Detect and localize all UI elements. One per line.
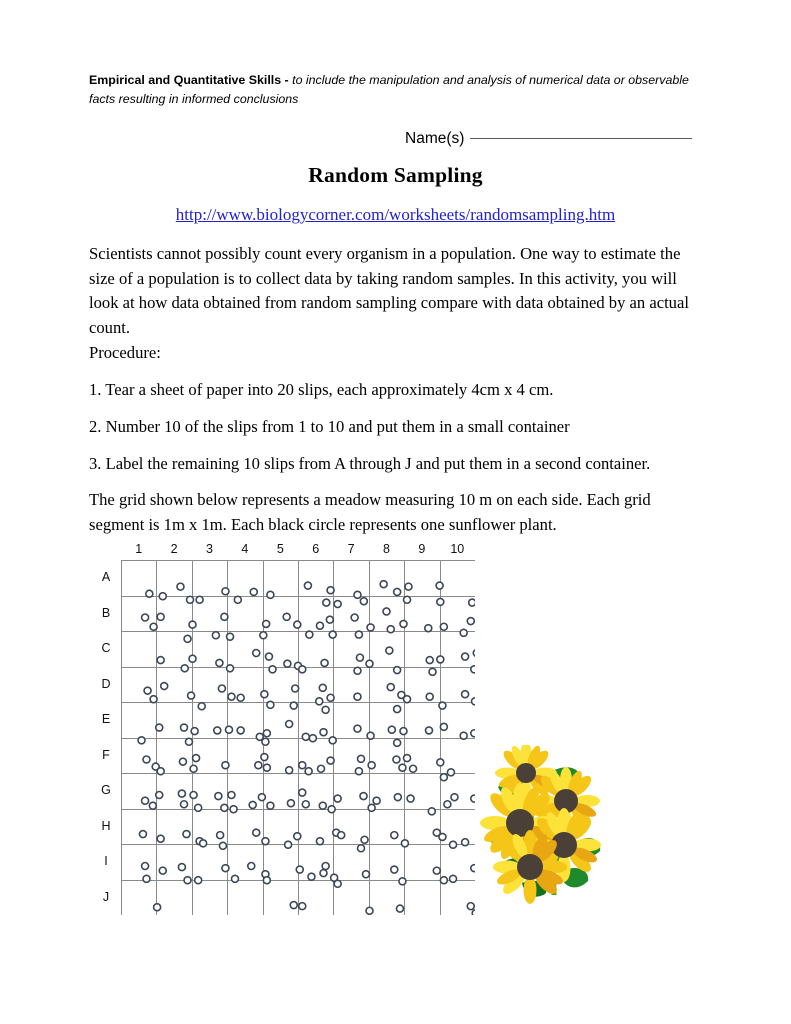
sunflower-plant-circle (248, 863, 255, 870)
sunflower-plant-circle (309, 735, 316, 742)
sunflower-plant-circle (451, 794, 458, 801)
grid-column-header: 9 (418, 542, 426, 556)
sunflower-plant-circle (302, 801, 309, 808)
sunflower-plant-circle (157, 768, 164, 775)
sunflower-plant-circle (316, 622, 323, 629)
sunflower-plant-circle (156, 792, 163, 799)
sunflower-plant-circle (258, 794, 265, 801)
sunflower-plant-circle (195, 877, 202, 884)
source-url-link[interactable]: http://www.biologycorner.com/worksheets/randomsampling.htm (175, 205, 616, 224)
sunflower-plant-circle (253, 829, 260, 836)
sunflower-plant-circle (334, 795, 341, 802)
sunflower-plant-circle (190, 765, 197, 772)
sunflower-plant-circle (216, 659, 223, 666)
sunflower-plant-circle (429, 668, 436, 675)
sunflower-plant-circle (195, 804, 202, 811)
sunflower-plant-circle (225, 726, 232, 733)
sunflower-plant-circle (299, 789, 306, 796)
sunflower-plant-circle (320, 729, 327, 736)
sunflower-plant-circle (306, 631, 313, 638)
sunflower-plant-circle (178, 864, 185, 871)
sunflower-plant-circle (368, 762, 375, 769)
sunflower-plant-circle (143, 875, 150, 882)
sunflower-plant-circle (222, 588, 229, 595)
sunflower-plant-circle (439, 833, 446, 840)
sunflower-plant-circle (219, 842, 226, 849)
sunflower-plant-circle (188, 692, 195, 699)
grid-row-header: I (104, 854, 108, 868)
grid-row-header: J (102, 889, 110, 904)
sunflower-plant-circle (472, 910, 475, 915)
sunflower-plant-circle (157, 657, 164, 664)
sunflower-plant-circle (356, 654, 363, 661)
sunflower-plant-circle (360, 598, 367, 605)
sunflower-plant-circle (404, 696, 411, 703)
sunflower-plant-circle (467, 903, 474, 910)
sunflower-plant-circle (228, 792, 235, 799)
sunflower-plant-circle (267, 802, 274, 809)
sunflower-plant-circle (196, 596, 203, 603)
sunflower-plant-circle (460, 732, 467, 739)
name-write-in-line[interactable] (470, 138, 692, 139)
grid-row-header: E (101, 712, 111, 726)
sunflower-plant-circle (404, 596, 411, 603)
sunflower-plant-circle (358, 755, 365, 762)
sunflower-plant-circle (428, 808, 435, 815)
sunflower-plant-circle (472, 698, 476, 705)
sunflower-plant-circle (184, 635, 191, 642)
grid-row-header: C (101, 641, 111, 655)
sunflower-plant-circle (469, 599, 475, 606)
sunflower-plant-circle (396, 905, 403, 912)
sunflower-plant-circle (299, 903, 306, 910)
grid-column-header: 10 (450, 542, 465, 556)
procedure-label: Procedure: (89, 343, 161, 362)
sunflower-plant-circle (440, 723, 447, 730)
grid-row-header: A (101, 570, 111, 584)
sunflower-plant-circle (399, 764, 406, 771)
page-title: Random Sampling (308, 163, 483, 187)
sunflower-plant-circle (327, 694, 334, 701)
sunflower-plant-circle (284, 660, 291, 667)
sunflower-plant-circle (143, 756, 150, 763)
sunflower-plant-circle (237, 694, 244, 701)
sunflower-plant-circle (183, 831, 190, 838)
sunflower-plant-circle (287, 800, 294, 807)
sunflower-plant-circle (462, 691, 469, 698)
sunflower-plant-circle (185, 738, 192, 745)
sunflower-plant-circle (261, 691, 268, 698)
sunflower-plant-circle (285, 841, 292, 848)
sunflower-plant-circle (150, 623, 157, 630)
sunflower-plant-circle (394, 667, 401, 674)
sunflower-plant-circle (286, 721, 293, 728)
sunflower-plant-circle (149, 802, 156, 809)
sunflower-plant-circle (400, 620, 407, 627)
sunflower-plant-circle (263, 877, 270, 884)
sunflower-plant-circle (159, 867, 166, 874)
sunflower-plant-circle (228, 693, 235, 700)
sunflower-plant-circle (440, 623, 447, 630)
sunflower-plant-circle (294, 621, 301, 628)
sunflower-plant-circle (473, 650, 475, 657)
sunflower-plant-circle (380, 581, 387, 588)
sunflower-plant-circle (361, 836, 368, 843)
sunflower-plant-circle (283, 613, 290, 620)
sunflower-plant-circle (351, 614, 358, 621)
sunflower-plant-circle (269, 666, 276, 673)
sunflower-plant-circle (214, 727, 221, 734)
sunflower-plant-circle (177, 583, 184, 590)
grid-column-header: 8 (383, 542, 390, 556)
sunflower-plant-circle (327, 757, 334, 764)
sunflower-plant-circle (286, 767, 293, 774)
sunflower-plant-circle (367, 732, 374, 739)
sunflower-plant-circle (471, 865, 475, 872)
sunflower-plant-circle (394, 794, 401, 801)
sunflower-plant-circle (296, 866, 303, 873)
sunflower-plant-circle (328, 806, 335, 813)
sunflower-plant-circle (142, 863, 149, 870)
sunflower-plant-circle (405, 583, 412, 590)
sunflower-plant-circle (150, 696, 157, 703)
sunflower-plant-circle (181, 801, 188, 808)
sunflower-plant-circle (319, 684, 326, 691)
sunflower-plant-circle (401, 840, 408, 847)
sunflower-plant-circle (222, 762, 229, 769)
sunflower-plant-circle (320, 870, 327, 877)
sunflower-plant-circle (159, 593, 166, 600)
sunflower-plant-circle (407, 795, 414, 802)
sunflower-plant-circle (387, 626, 394, 633)
sunflower-plant-circle (383, 608, 390, 615)
sunflower-plant-circle (388, 726, 395, 733)
sunflower-plant-circle (193, 755, 200, 762)
sunflower-plant-circle (292, 685, 299, 692)
sunflower-plant-circle (146, 590, 153, 597)
sunflower-plant-circle (358, 845, 365, 852)
sunflower-plant-circle (323, 599, 330, 606)
sunflower-plant-circle (189, 621, 196, 628)
grid-row-header: B (101, 605, 111, 620)
sunflower-plant-circle (354, 667, 361, 674)
sunflower-plant-circle (308, 873, 315, 880)
sunflower-plant-circle (316, 838, 323, 845)
grid-row-header: G (101, 783, 111, 797)
sunflower-plant-circle (200, 840, 207, 847)
sunflower-plant-circle (299, 666, 306, 673)
sunflower-plant-circle (433, 867, 440, 874)
sunflower-plant-circle (161, 683, 168, 690)
sunflower-plant-circle (399, 878, 406, 885)
sunflower-plant-circle (425, 625, 432, 632)
sunflower-plant-circle (355, 768, 362, 775)
sunflower-plant-circle (439, 702, 446, 709)
sunflower-plant-circle (444, 801, 451, 808)
name-label: Name(s) (405, 130, 465, 147)
grid-lines (121, 560, 475, 915)
sunflower-plant-circle (181, 724, 188, 731)
sunflower-plant-circle (253, 650, 260, 657)
sunflower-plant-circle (386, 647, 393, 654)
sunflower-plant-circle (404, 755, 411, 762)
sunflower-plant-circle (250, 588, 257, 595)
sunflower-plant-circle (263, 620, 270, 627)
sunflower-plant-circle (338, 832, 345, 839)
sunflower-plant-circle (221, 613, 228, 620)
sunflower-plant-circle (227, 665, 234, 672)
sunflower-illustration (480, 745, 605, 905)
grid-column-header: 3 (206, 542, 213, 556)
sunflower-plant-circle (261, 754, 268, 761)
sunflower-plant-circle (319, 802, 326, 809)
procedure-step-1: 1. Tear a sheet of paper into 20 slips, each approximately 4cm x 4 cm. (89, 380, 554, 399)
standard-description: to include the manipulation and analysis of numerical data or observable facts resulting in informed conclusions (89, 73, 689, 106)
sunflower-plant-circle (318, 765, 325, 772)
sunflower-plant-circle (316, 698, 323, 705)
sunflower-plant-circle (290, 702, 297, 709)
sunflower-plant-circle (154, 904, 161, 911)
sunflower-plant-circle (231, 875, 238, 882)
sunflower-plant-circle (447, 769, 454, 776)
intro-paragraph: Scientists cannot possibly count every organism in a population. One way to estimate the size of a population is to collect data by taking random samples. In this activity, you will look at how data obtained from random sampling compare with data obtained by an actual count. (89, 244, 689, 337)
sunflower-plant-circle (400, 728, 407, 735)
sunflower-plant-circle (373, 797, 380, 804)
meadow-grid (121, 560, 475, 915)
sunflower-plant-circle (217, 832, 224, 839)
sunflower-plant-circle (394, 706, 401, 713)
sunflower-plant-circle (410, 765, 417, 772)
grid-column-headers (121, 542, 475, 560)
sunflower-plant-circle (144, 687, 151, 694)
sunflower-plant-circle (329, 737, 336, 744)
sunflower-plant-circle (460, 629, 467, 636)
grid-row-header: H (101, 818, 111, 833)
sunflower-plant-circle (426, 693, 433, 700)
sunflower-plant-circle (179, 758, 186, 765)
sunflower-plant-circle (437, 598, 444, 605)
sunflower-plant-circle (471, 795, 475, 802)
grid-column-header: 4 (241, 542, 249, 556)
grid-column-header: 5 (276, 542, 284, 556)
sunflower-plant-circle (321, 659, 328, 666)
sunflower-plant-circle (467, 618, 474, 625)
sunflower-plant-circle (157, 613, 164, 620)
sunflower-plant-circle (354, 693, 361, 700)
sunflower-plant-circle (426, 657, 433, 664)
sunflower-plant-circle (368, 804, 375, 811)
sunflower-plant-circle (267, 701, 274, 708)
sunflower-plant-circle (190, 792, 197, 799)
standard-title: Empirical and Quantitative Skills - (89, 73, 289, 87)
grid-column-header: 6 (312, 542, 320, 556)
sunflower-plant-circle (394, 739, 401, 746)
sunflower-plant-circle (362, 871, 369, 878)
sunflower-plant-circle (440, 877, 447, 884)
sunflower-plant-circle (355, 631, 362, 638)
sunflower-plant-circle (334, 880, 341, 887)
sunflower-plant-circle (156, 724, 163, 731)
sunflower-plant-circle (255, 762, 262, 769)
meadow-figure (95, 540, 635, 930)
sunflower-plant-circle (138, 737, 145, 744)
grid-row-header: F (102, 747, 110, 762)
sunflower-plant-circle (387, 684, 394, 691)
sunflower-plant-circle (471, 730, 475, 737)
sunflower-plant-circle (234, 596, 241, 603)
sunflower-plant-circle (263, 764, 270, 771)
sunflower-plant-circle (425, 727, 432, 734)
grid-description-paragraph: The grid shown below represents a meadow measuring 10 m on each side. Each grid segment is 1m x 1m. Each black circle represents one sunflower plant. (89, 490, 651, 534)
sunflower-plant-circle (184, 877, 191, 884)
sunflower-plant-circle (360, 793, 367, 800)
sunflower-plant-circle (366, 907, 373, 914)
sunflower-plant-circle (218, 685, 225, 692)
grid-row-header: D (101, 676, 111, 691)
sunflower-plant-circle (326, 616, 333, 623)
sunflower-plant-circle (436, 582, 443, 589)
sunflower-plant-circle (221, 804, 228, 811)
sunflower-plant-circle (249, 801, 256, 808)
sunflower-plant-circle (215, 793, 222, 800)
sunflower-plant-circle (440, 774, 447, 781)
sunflower-plant-circle (265, 653, 272, 660)
grid-column-header: 7 (347, 542, 355, 556)
sunflower-plant-circle (198, 703, 205, 710)
sunflower-plant-circle (322, 706, 329, 713)
sunflower-plant-circle (222, 865, 229, 872)
sunflower-plant-circle (334, 601, 341, 608)
sunflower-plant-circle (142, 797, 149, 804)
sunflower-plant-circle (181, 665, 188, 672)
sunflower-plant-circle (178, 790, 185, 797)
sunflower-plant-circle (139, 831, 146, 838)
sunflower-plant-circle (354, 591, 361, 598)
sunflower-plant-circle (237, 727, 244, 734)
meadow-grid-svg (121, 560, 475, 915)
sunflower-plant-circle (212, 632, 219, 639)
sunflower-plant-circle (305, 768, 312, 775)
sunflower-plant-circle (462, 839, 469, 846)
sunflower-plant-circle (329, 631, 336, 638)
sunflower-plant-circle (394, 588, 401, 595)
sunflower-plant-circle (191, 728, 198, 735)
sunflower-plant-circle (227, 633, 234, 640)
sunflower-plant-circle (189, 655, 196, 662)
sunflower-plant-circle (471, 666, 475, 673)
grid-column-header: 1 (135, 542, 143, 556)
sunflower-plant-circle (187, 596, 194, 603)
sunflower-plant-circle (299, 762, 306, 769)
sunflower-plant-circles (138, 579, 475, 915)
sunflower-plant-circle (260, 632, 267, 639)
sunflower-plant-circle (304, 582, 311, 589)
procedure-step-2: 2. Number 10 of the slips from 1 to 10 and put them in a small container (89, 417, 570, 436)
sunflower-plant-circle (302, 733, 309, 740)
sunflower-plant-circle (290, 902, 297, 909)
sunflower-plant-circle (391, 866, 398, 873)
name-field-row (405, 130, 692, 148)
sunflower-plant-circle (437, 759, 444, 766)
grid-row-headers (95, 560, 117, 915)
sunflower-plant-circle (157, 835, 164, 842)
sunflower-plant-circle (230, 806, 237, 813)
sunflower-plant-circle (322, 863, 329, 870)
sunflower-plant-circle (262, 838, 269, 845)
procedure-step-3: 3. Label the remaining 10 slips from A through J and put them in a second container. (89, 454, 651, 473)
sunflower-plant-circle (437, 656, 444, 663)
standard-statement (89, 71, 689, 109)
sunflower-plant-circle (366, 660, 373, 667)
sunflower-plant-circle (142, 614, 149, 621)
sunflower-plant-circle (393, 756, 400, 763)
sunflower-plant-circle (450, 875, 457, 882)
grid-column-header: 2 (170, 542, 178, 556)
sunflower-plant-circle (327, 587, 334, 594)
sunflower-plant-circle (367, 624, 374, 631)
sunflower-plant-circle (262, 738, 269, 745)
sunflower-plant-circle (462, 653, 469, 660)
sunflower-plant-circle (450, 841, 457, 848)
sunflower-plant-circle (267, 591, 274, 598)
sunflower-plant-circle (263, 730, 270, 737)
sunflower-plant-circle (294, 833, 301, 840)
sunflower-plant-circle (391, 832, 398, 839)
sunflower-plant-circle (354, 725, 361, 732)
